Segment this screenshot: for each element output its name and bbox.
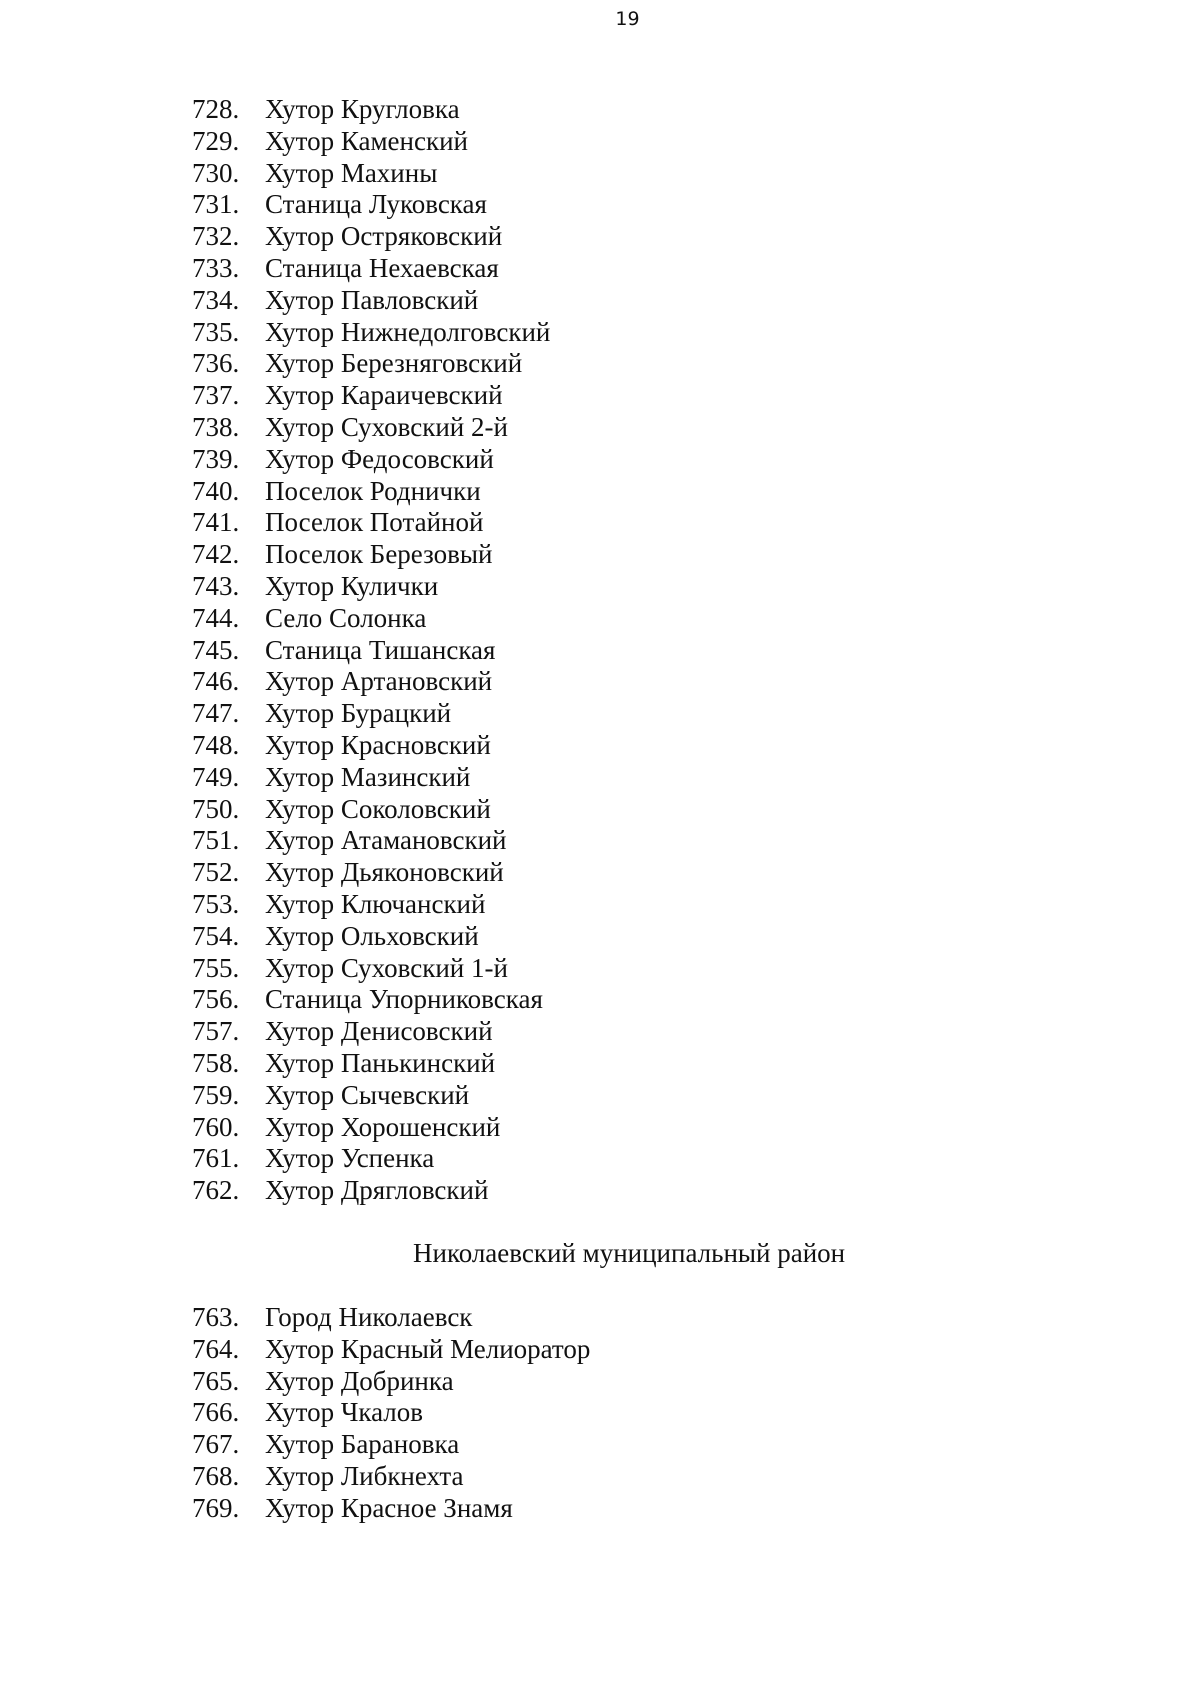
item-name: Поселок Березовый — [265, 539, 493, 570]
item-name: Хутор Остряковский — [265, 221, 503, 252]
item-name: Хутор Кругловка — [265, 94, 460, 124]
item-name: Хутор Ключанский — [265, 888, 486, 919]
item-name: Хутор Дьяконовский — [265, 857, 504, 888]
list-item — [192, 1080, 550, 1112]
item-number: 750. — [192, 793, 240, 824]
item-number: 753. — [192, 888, 240, 919]
item-number: 751. — [192, 825, 240, 856]
item-name: Станица Тишанская — [265, 634, 496, 665]
item-name: Хутор Либкнехта — [265, 1460, 464, 1491]
item-name: Хутор Успенка — [265, 1143, 435, 1174]
item-name: Хутор Махины — [265, 157, 438, 188]
list-item — [192, 253, 550, 285]
list-item — [192, 1143, 550, 1175]
item-number: 734. — [192, 284, 240, 315]
list-item — [192, 1397, 590, 1429]
list-item — [192, 984, 550, 1016]
item-number: 765. — [192, 1365, 240, 1396]
item-number: 768. — [192, 1460, 240, 1491]
item-number: 733. — [192, 252, 240, 283]
item-number: 752. — [192, 857, 240, 888]
item-number: 749. — [192, 761, 240, 792]
item-name: Хутор Дрягловский — [265, 1175, 489, 1206]
item-name: Хутор Березняговский — [265, 348, 523, 379]
item-name: Хутор Нижнедолговский — [265, 316, 551, 347]
item-number: 769. — [192, 1492, 240, 1523]
list-item — [192, 857, 550, 889]
item-name: Хутор Барановка — [265, 1429, 460, 1460]
section-title: Николаевский муниципальный район — [413, 1238, 846, 1268]
item-name: Поселок Потайной — [265, 507, 484, 538]
list-item — [192, 698, 550, 730]
list-item — [192, 571, 550, 603]
item-name: Хутор Федосовский — [265, 443, 494, 474]
item-number: 731. — [192, 189, 240, 220]
item-number: 748. — [192, 729, 240, 760]
item-name: Хутор Соколовский — [265, 793, 491, 824]
item-number: 744. — [192, 602, 240, 633]
settlement-list-part1 — [192, 94, 550, 1207]
list-item — [192, 603, 550, 635]
item-number: 755. — [192, 952, 240, 983]
list-item — [192, 794, 550, 826]
item-name: Хутор Суховский 2-й — [265, 411, 508, 442]
item-name: Село Солонка — [265, 602, 427, 633]
list-item — [192, 1493, 590, 1525]
item-number: 754. — [192, 920, 240, 951]
list-item — [192, 94, 550, 126]
page-number: 19 — [615, 8, 640, 30]
item-name: Хутор Караичевский — [265, 380, 503, 411]
item-name: Поселок Роднички — [265, 475, 481, 506]
list-item — [192, 1048, 550, 1080]
item-number: 761. — [192, 1143, 240, 1174]
item-name: Хутор Каменский — [265, 125, 468, 156]
item-number: 758. — [192, 1047, 240, 1078]
item-name: Хутор Добринка — [265, 1365, 454, 1396]
list-item — [192, 1334, 590, 1366]
item-number: 732. — [192, 221, 240, 252]
list-item — [192, 1429, 590, 1461]
item-number: 747. — [192, 698, 240, 729]
item-number: 741. — [192, 507, 240, 538]
item-name: Хутор Сычевский — [265, 1079, 470, 1110]
list-item — [192, 1366, 590, 1398]
item-number: 759. — [192, 1079, 240, 1110]
item-name: Хутор Кулички — [265, 570, 439, 601]
item-name: Город Николаевск — [265, 1302, 473, 1332]
item-number: 767. — [192, 1429, 240, 1460]
item-name: Станица Нехаевская — [265, 252, 499, 283]
item-name: Хутор Артановский — [265, 666, 493, 697]
item-number: 762. — [192, 1175, 240, 1206]
item-name: Хутор Красный Мелиоратор — [265, 1333, 591, 1364]
item-name: Хутор Чкалов — [265, 1397, 424, 1428]
list-item — [192, 507, 550, 539]
item-number: 728. — [192, 94, 240, 124]
item-name: Хутор Мазинский — [265, 761, 471, 792]
list-item — [192, 412, 550, 444]
item-name: Хутор Красное Знамя — [265, 1492, 513, 1523]
list-item — [192, 730, 550, 762]
list-item — [192, 635, 550, 667]
list-item — [192, 285, 550, 317]
item-number: 729. — [192, 125, 240, 156]
list-item — [192, 158, 550, 190]
list-item — [192, 1175, 550, 1207]
item-number: 740. — [192, 475, 240, 506]
list-item — [192, 348, 550, 380]
item-number: 756. — [192, 984, 240, 1015]
list-item — [192, 380, 550, 412]
item-name: Хутор Хорошенский — [265, 1111, 501, 1142]
list-item — [192, 889, 550, 921]
item-number: 760. — [192, 1111, 240, 1142]
list-item — [192, 1112, 550, 1144]
item-name: Хутор Денисовский — [265, 1016, 493, 1047]
item-number: 736. — [192, 348, 240, 379]
list-item — [192, 953, 550, 985]
item-number: 746. — [192, 666, 240, 697]
item-number: 745. — [192, 634, 240, 665]
item-name: Станица Упорниковская — [265, 984, 543, 1015]
item-number: 739. — [192, 443, 240, 474]
list-item — [192, 825, 550, 857]
item-number: 764. — [192, 1333, 240, 1364]
item-name: Хутор Панькинский — [265, 1047, 496, 1078]
item-name: Хутор Суховский 1-й — [265, 952, 508, 983]
item-number: 757. — [192, 1016, 240, 1047]
item-name: Станица Луковская — [265, 189, 487, 220]
item-name: Хутор Ольховский — [265, 920, 479, 951]
settlement-list-part2 — [192, 1302, 590, 1525]
list-item — [192, 1016, 550, 1048]
list-item — [192, 221, 550, 253]
item-number: 730. — [192, 157, 240, 188]
item-number: 737. — [192, 380, 240, 411]
list-item — [192, 666, 550, 698]
item-name: Хутор Павловский — [265, 284, 479, 315]
list-item — [192, 539, 550, 571]
item-name: Хутор Красновский — [265, 729, 491, 760]
item-number: 742. — [192, 539, 240, 570]
list-item — [192, 189, 550, 221]
item-name: Хутор Бурацкий — [265, 698, 452, 729]
item-number: 738. — [192, 411, 240, 442]
list-item — [192, 126, 550, 158]
item-number: 735. — [192, 316, 240, 347]
list-item — [192, 1302, 590, 1334]
list-item — [192, 476, 550, 508]
list-item — [192, 444, 550, 476]
list-item — [192, 317, 550, 349]
item-name: Хутор Атамановский — [265, 825, 507, 856]
item-number: 743. — [192, 570, 240, 601]
item-number: 763. — [192, 1302, 240, 1332]
item-number: 766. — [192, 1397, 240, 1428]
list-item — [192, 1461, 590, 1493]
list-item — [192, 762, 550, 794]
list-item — [192, 921, 550, 953]
